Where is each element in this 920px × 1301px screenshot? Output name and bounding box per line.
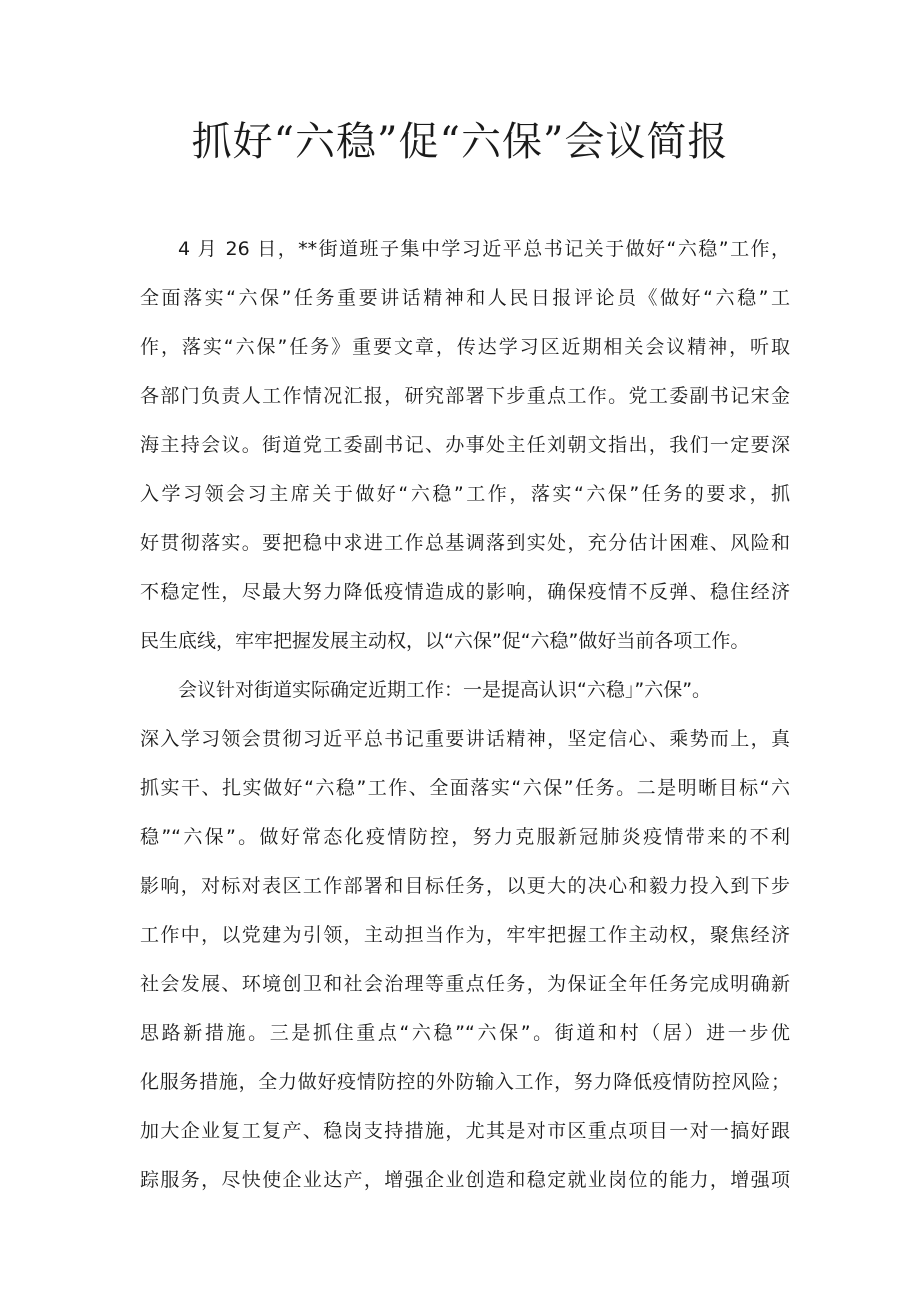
text-line: 化服务措施，全力做好疫情防控的外防输入工作，努力降低疫情防控风险； <box>140 1071 790 1093</box>
text-line: 各部门负责人工作情况汇报，研究部署下步重点工作。党工委副书记宋金 <box>140 385 790 407</box>
text-line: 社会发展、环境创卫和社会治理等重点任务，为保证全年任务完成明确新 <box>140 973 790 995</box>
text-line: 深入学习领会贯彻习近平总书记重要讲话精神，坚定信心、乘势而上，真 <box>140 728 790 750</box>
text-line: 工作中，以党建为引领，主动担当作为，牢牢把握工作主动权，聚焦经济 <box>140 924 790 946</box>
text-line: 4 月 26 日，**街道班子集中学习近平总书记关于做好“六稳”工作， <box>178 238 790 260</box>
text-line: 好贯彻落实。要把稳中求进工作总基调落到实处，充分估计困难、风险和 <box>140 532 790 554</box>
text-line: 作，落实“六保”任务》重要文章，传达学习区近期相关会议精神，听取 <box>140 336 790 358</box>
text-line: 不稳定性，尽最大努力降低疫情造成的影响，确保疫情不反弹、稳住经济 <box>140 581 790 603</box>
document-body <box>140 225 790 1205</box>
text-line: 影响，对标对表区工作部署和目标任务，以更大的决心和毅力投入到下步 <box>140 875 790 897</box>
text-line: 民生底线，牢牢把握发展主动权，以“六保”促“六稳”做好当前各项工作。 <box>140 630 750 652</box>
document-title: 抓好“六稳”促“六保”会议简报 <box>191 119 729 165</box>
paragraph-1 <box>140 225 790 666</box>
text-line: 入学习领会习主席关于做好“六稳”工作，落实“六保”任务的要求，抓 <box>140 483 790 505</box>
text-line: 全面落实“六保”任务重要讲话精神和人民日报评论员《做好“六稳”工 <box>140 287 790 309</box>
text-line: 会议针对街道实际确定近期工作：一是提高认识“六稳」”六保”。 <box>178 679 712 701</box>
text-line: 踪服务，尽快使企业达产，增强企业创造和稳定就业岗位的能力，增强项 <box>140 1169 790 1191</box>
text-line: 思路新措施。三是抓住重点“六稳”“六保”。街道和村（居）进一步优 <box>140 1022 790 1044</box>
text-line: 抓实干、扎实做好“六稳”工作、全面落实“六保”任务。二是明晰目标“六 <box>140 777 790 799</box>
text-line: 加大企业复工复产、稳岗支持措施，尤其是对市区重点项目一对一搞好跟 <box>140 1120 790 1142</box>
text-line: 海主持会议。街道党工委副书记、办事处主任刘朝文指出，我们一定要深 <box>140 434 790 456</box>
paragraph-2 <box>140 666 790 1205</box>
text-line: 稳”“六保”。做好常态化疫情防控，努力克服新冠肺炎疫情带来的不利 <box>140 826 790 848</box>
